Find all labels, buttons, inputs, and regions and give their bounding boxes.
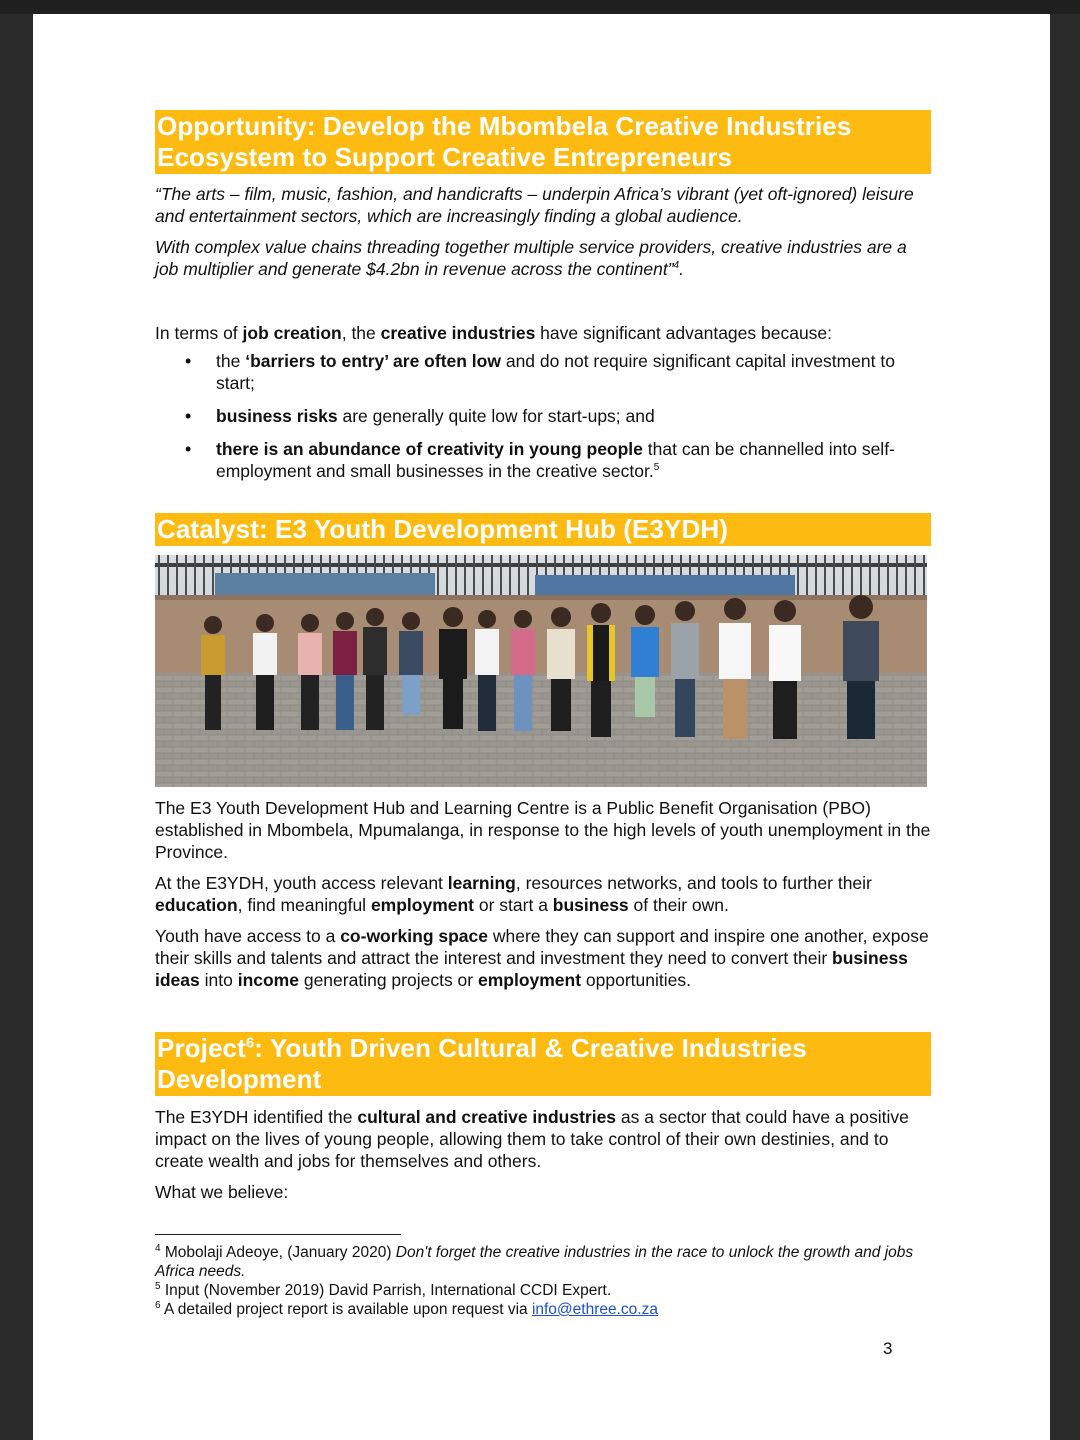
italic-text: Don't forget the creative industries in the race to unlock the growth and jobs Africa needs. bbox=[155, 1244, 914, 1280]
footnote-4 bbox=[155, 1243, 931, 1281]
project-paragraph bbox=[155, 1106, 931, 1172]
what-we-believe: What we believe: bbox=[155, 1182, 289, 1202]
text: Mobolaji Adeoye, (January 2020) bbox=[160, 1244, 396, 1261]
group-photo bbox=[155, 555, 927, 787]
text: generating projects or bbox=[298, 970, 478, 990]
catalyst-heading: Catalyst: E3 Youth Development Hub (E3YDH) bbox=[155, 513, 931, 546]
text: are generally quite low for start-ups; and bbox=[337, 406, 655, 426]
text: where they can support and inspire one another, expose their skills and talents and attract the interest and investment they need to convert their bbox=[155, 926, 929, 968]
text: or start a bbox=[474, 895, 553, 915]
text: , find meaningful bbox=[237, 895, 371, 915]
page-number: 3 bbox=[883, 1339, 893, 1358]
text: , the bbox=[341, 323, 381, 343]
quote-text: With complex value chains threading together multiple service providers, creative industries are a job multiplier and generate $4.2bn in revenue across the continent” bbox=[155, 237, 907, 279]
text: that can be channelled into self-employment and small businesses in the creative sector. bbox=[216, 439, 895, 481]
e3ydh-description: The E3 Youth Development Hub and Learning Centre is a Public Benefit Organisation (PBO) established in Mbombela, Mpumalanga, in response to the high levels of youth unemployment in the Province. bbox=[155, 798, 931, 862]
quote-paragraph-1: “The arts – film, music, fashion, and handicrafts – underpin Africa’s vibrant (yet oft-ignored) leisure and entertainment sectors, which are increasingly finding a global audience. bbox=[155, 184, 914, 226]
text: In terms of bbox=[155, 323, 243, 343]
viewer-top-bar bbox=[0, 0, 1080, 14]
footnote-ref: 4 bbox=[673, 260, 680, 272]
bold-text: cultural and creative industries bbox=[357, 1107, 617, 1127]
text: of their own. bbox=[628, 895, 729, 915]
heading-text: : Youth Driven Cultural & Creative Industries Development bbox=[157, 1033, 807, 1094]
bold-text: business risks bbox=[216, 406, 338, 426]
text: opportunities. bbox=[581, 970, 691, 990]
bold-text: ‘barriers to entry’ are often low bbox=[245, 351, 501, 371]
footnote-ref: 5 bbox=[653, 462, 660, 474]
list-item bbox=[155, 405, 931, 427]
text: have significant advantages because: bbox=[535, 323, 833, 343]
job-creation-intro bbox=[155, 322, 931, 344]
list-item bbox=[155, 438, 931, 482]
text: Youth have access to a bbox=[155, 926, 341, 946]
bold-text: income bbox=[237, 970, 299, 990]
footnotes bbox=[155, 1243, 931, 1319]
text: the bbox=[216, 351, 246, 371]
text: , resources networks, and tools to further their bbox=[515, 873, 872, 893]
bold-text: business bbox=[552, 895, 629, 915]
text: A detailed project report is available upon request via bbox=[160, 1301, 532, 1318]
email-link[interactable]: info@ethree.co.za bbox=[531, 1301, 658, 1318]
footnote-number: 5 bbox=[155, 1280, 161, 1292]
heading-text: Project bbox=[157, 1033, 246, 1063]
bold-text: learning bbox=[447, 873, 516, 893]
text: Input (November 2019) David Parrish, International CCDI Expert. bbox=[160, 1282, 612, 1299]
bold-text: employment bbox=[370, 895, 475, 915]
page-content bbox=[155, 110, 931, 1319]
bold-text: business ideas bbox=[155, 948, 908, 990]
coworking-paragraph bbox=[155, 925, 931, 991]
bold-text: creative industries bbox=[380, 323, 536, 343]
quote-paragraph-2 bbox=[155, 236, 931, 280]
bold-text: co-working space bbox=[340, 926, 489, 946]
e3ydh-access-paragraph bbox=[155, 872, 931, 916]
bold-text: there is an abundance of creativity in young people bbox=[216, 439, 643, 459]
list-item bbox=[155, 350, 931, 394]
text: At the E3YDH, youth access relevant bbox=[155, 873, 448, 893]
footnote-divider bbox=[155, 1234, 401, 1235]
footnote-number: 4 bbox=[155, 1242, 161, 1254]
bold-text: education bbox=[155, 895, 238, 915]
text: and do not require significant capital investment to start; bbox=[216, 351, 895, 393]
footnote-number: 6 bbox=[155, 1299, 161, 1311]
bold-text: employment bbox=[477, 970, 582, 990]
footnote-6 bbox=[155, 1300, 931, 1319]
footnote-5 bbox=[155, 1281, 931, 1300]
opportunity-heading: Opportunity: Develop the Mbombela Creative Industries Ecosystem to Support Creative Entrepreneurs bbox=[155, 110, 931, 174]
text: The E3YDH identified the bbox=[155, 1107, 358, 1127]
document-page bbox=[33, 14, 1050, 1440]
bold-text: job creation bbox=[242, 323, 342, 343]
advantages-list bbox=[155, 350, 931, 482]
quote-end: . bbox=[679, 259, 684, 279]
footnote-ref: 6 bbox=[245, 1034, 255, 1052]
text: into bbox=[199, 970, 238, 990]
text: as a sector that could have a positive impact on the lives of young people, allowing them to take control of their own destinies, and to create wealth and jobs for themselves and others. bbox=[155, 1107, 909, 1171]
project-heading bbox=[155, 1032, 931, 1096]
